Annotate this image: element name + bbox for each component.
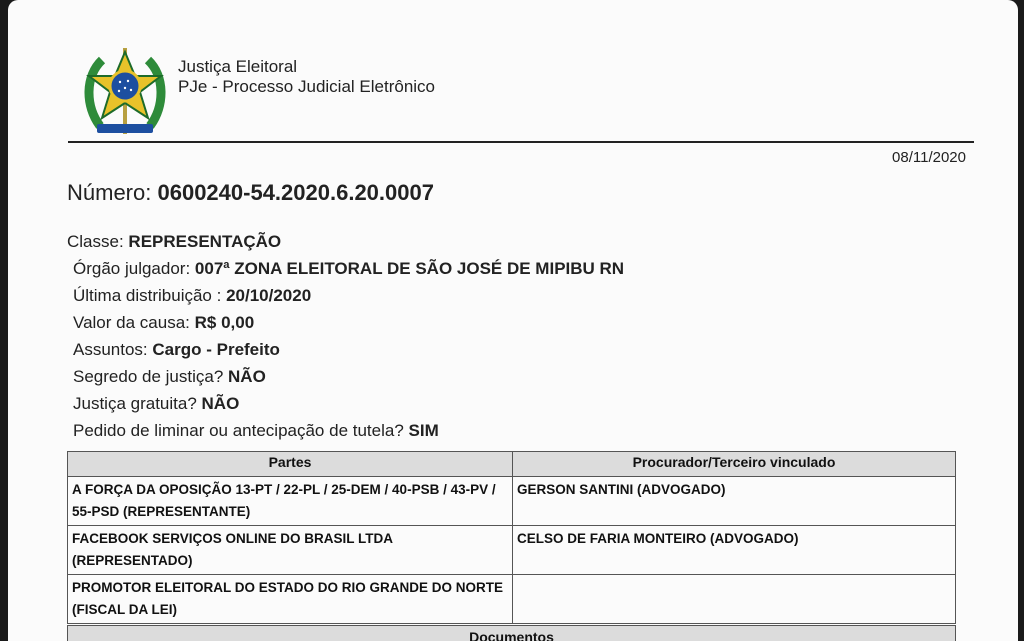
field-value: 007ª ZONA ELEITORAL DE SÃO JOSÉ DE MIPIBU RN xyxy=(194,259,625,278)
attorney-cell xyxy=(513,575,956,624)
documents-section-header: Documentos xyxy=(67,625,956,641)
header-divider xyxy=(68,141,974,143)
document-page xyxy=(8,0,1018,641)
process-number xyxy=(67,180,434,206)
field-label: Justiça gratuita? xyxy=(73,394,197,413)
field-value: R$ 0,00 xyxy=(194,313,255,332)
field-value: NÃO xyxy=(201,394,240,413)
table-row xyxy=(68,526,956,575)
field-value: NÃO xyxy=(228,367,266,386)
attorney-cell: CELSO DE FARIA MONTEIRO (ADVOGADO) xyxy=(513,526,956,575)
field-label: Última distribuição : xyxy=(73,286,222,305)
document-date: 08/11/2020 xyxy=(892,149,966,166)
field-valor-causa xyxy=(67,309,624,336)
table-row xyxy=(68,575,956,624)
party-cell: FACEBOOK SERVIÇOS ONLINE DO BRASIL LTDA (REPRESENTADO) xyxy=(68,526,513,575)
party-cell: PROMOTOR ELEITORAL DO ESTADO DO RIO GRANDE DO NORTE (FISCAL DA LEI) xyxy=(68,575,513,624)
header-org: Justiça Eleitoral xyxy=(178,57,298,76)
field-classe xyxy=(67,228,624,255)
field-ultima-distribuicao xyxy=(67,282,624,309)
field-segredo-justica xyxy=(67,363,624,390)
field-label: Órgão julgador: xyxy=(73,259,191,278)
field-label: Valor da causa: xyxy=(73,313,190,332)
field-value: 20/10/2020 xyxy=(226,286,312,305)
header-title-block xyxy=(178,57,435,97)
header-system: PJe - Processo Judicial Eletrônico xyxy=(178,77,436,96)
process-fields xyxy=(67,228,624,444)
attorney-cell: GERSON SANTINI (ADVOGADO) xyxy=(513,477,956,526)
column-header-procurador: Procurador/Terceiro vinculado xyxy=(513,452,956,477)
table-row xyxy=(68,477,956,526)
process-number-label: Número: xyxy=(67,180,152,205)
column-header-partes: Partes xyxy=(68,452,513,477)
brazil-coat-of-arms-icon xyxy=(80,46,170,138)
table-header-row xyxy=(68,452,956,477)
party-cell: A FORÇA DA OPOSIÇÃO 13-PT / 22-PL / 25-DEM / 40-PSB / 43-PV / 55-PSD (REPRESENTANTE) xyxy=(68,477,513,526)
parties-table xyxy=(67,451,956,624)
field-label: Assuntos: xyxy=(73,340,148,359)
field-label: Classe: xyxy=(67,232,124,251)
field-assuntos xyxy=(67,336,624,363)
field-pedido-liminar xyxy=(67,417,624,444)
process-number-value: 0600240-54.2020.6.20.0007 xyxy=(157,180,434,205)
field-justica-gratuita xyxy=(67,390,624,417)
field-label: Pedido de liminar ou antecipação de tutela? xyxy=(73,421,404,440)
field-value: SIM xyxy=(408,421,439,440)
field-label: Segredo de justiça? xyxy=(73,367,224,386)
field-value: Cargo - Prefeito xyxy=(152,340,280,359)
field-orgao-julgador xyxy=(67,255,624,282)
field-value: REPRESENTAÇÃO xyxy=(128,232,282,251)
